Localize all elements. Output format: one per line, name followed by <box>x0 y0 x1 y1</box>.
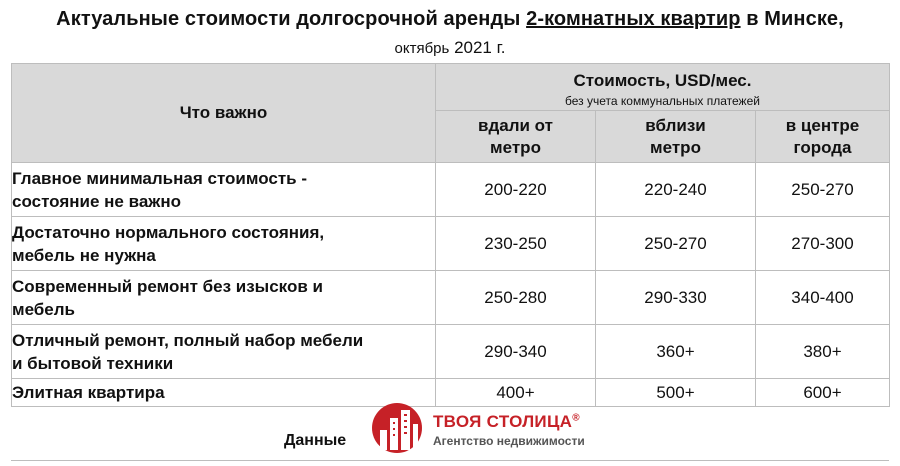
price-cell: 500+ <box>596 379 756 407</box>
header-cost <box>436 64 890 111</box>
brand-tagline: Агентство недвижимости <box>433 434 585 448</box>
price-cell: 250-270 <box>596 217 756 271</box>
row-description-line: Достаточно нормального состояния, <box>12 222 325 242</box>
table-row <box>12 325 890 379</box>
building-logo-icon <box>367 402 427 454</box>
price-cell: 380+ <box>756 325 890 379</box>
column-header-line: метро <box>490 137 541 157</box>
row-description-line: Современный ремонт без изысков и <box>12 276 323 296</box>
column-header-line: города <box>793 137 852 157</box>
row-description-line: и бытовой техники <box>12 353 174 373</box>
price-cell: 230-250 <box>436 217 596 271</box>
price-cell: 250-270 <box>756 163 890 217</box>
row-description <box>12 325 436 379</box>
row-description <box>12 217 436 271</box>
row-description: Элитная квартира <box>12 379 436 407</box>
column-header-near-metro <box>596 111 756 163</box>
subtitle-month: октябрь <box>394 40 450 57</box>
table-row <box>12 271 890 325</box>
row-description <box>12 271 436 325</box>
bottom-divider <box>11 460 889 461</box>
page-subtitle <box>0 38 900 58</box>
header-cost-note: без учета коммунальных платежей <box>565 93 760 108</box>
row-description-line: мебель <box>12 299 76 319</box>
subtitle-year: 2021 г. <box>449 38 506 57</box>
header-cost-title: Стоимость, USD/мес. <box>573 70 752 90</box>
price-table <box>11 63 890 407</box>
price-cell: 250-280 <box>436 271 596 325</box>
row-description-line: состояние не важно <box>12 191 181 211</box>
table-row <box>12 217 890 271</box>
column-header-line: вдали от <box>478 115 553 135</box>
title-prefix: Актуальные стоимости долгосрочной аренды <box>56 8 527 30</box>
page-title <box>0 8 900 31</box>
column-header-far-metro <box>436 111 596 163</box>
column-header-city-center <box>756 111 890 163</box>
price-cell: 340-400 <box>756 271 890 325</box>
registered-mark: ® <box>572 412 580 424</box>
price-cell: 200-220 <box>436 163 596 217</box>
price-cell: 290-340 <box>436 325 596 379</box>
brand-name-text: ТВОЯ СТОЛИЦА <box>433 412 573 431</box>
column-header-line: в центре <box>785 115 860 135</box>
row-description <box>12 163 436 217</box>
price-cell: 290-330 <box>596 271 756 325</box>
column-header-line: метро <box>650 137 701 157</box>
footer-label: Данные <box>284 432 347 449</box>
table-row <box>12 163 890 217</box>
title-suffix: в Минске, <box>740 8 844 30</box>
price-cell: 360+ <box>596 325 756 379</box>
price-cell: 220-240 <box>596 163 756 217</box>
row-description-line: Главное минимальная стоимость - <box>12 168 308 188</box>
header-what-matters: Что важно <box>12 64 436 163</box>
brand-logo <box>367 402 617 454</box>
row-description-line: Отличный ремонт, полный набор мебели <box>12 330 364 350</box>
price-cell: 400+ <box>436 379 596 407</box>
column-header-line: вблизи <box>645 115 706 135</box>
title-underlined: 2-комнатных квартир <box>526 8 741 30</box>
row-description-line: мебель не нужна <box>12 245 156 265</box>
brand-name <box>433 412 580 432</box>
price-cell: 270-300 <box>756 217 890 271</box>
price-cell: 600+ <box>756 379 890 407</box>
